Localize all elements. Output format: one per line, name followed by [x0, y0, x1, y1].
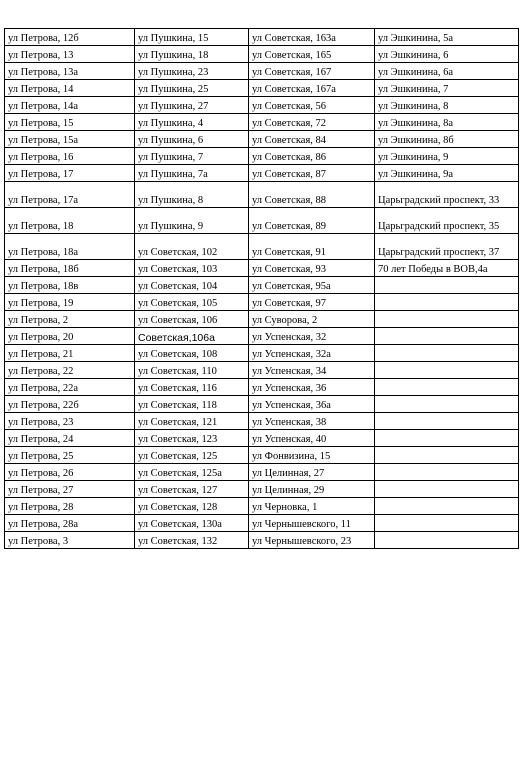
table-cell: ул Петрова, 28 — [5, 498, 135, 515]
table-cell: ул Петрова, 12б — [5, 29, 135, 46]
table-cell: ул Советская, 118 — [135, 396, 249, 413]
table-cell: ул Пушкина, 6 — [135, 131, 249, 148]
table-cell: ул Советская, 167 — [249, 63, 375, 80]
table-cell: ул Эшкинина, 8 — [375, 97, 519, 114]
table-cell: ул Советская, 123 — [135, 430, 249, 447]
table-cell: ул Петрова, 22а — [5, 379, 135, 396]
table-cell: ул Успенская, 36 — [249, 379, 375, 396]
table-cell: ул Советская, 130а — [135, 515, 249, 532]
table-cell: ул Эшкинина, 6 — [375, 46, 519, 63]
table-cell: ул Советская, 128 — [135, 498, 249, 515]
table-cell: ул Петрова, 2 — [5, 311, 135, 328]
table-row — [5, 114, 519, 131]
table-cell: ул Советская, 163а — [249, 29, 375, 46]
address-table-body — [5, 29, 519, 549]
table-cell: ул Пушкина, 7а — [135, 165, 249, 182]
table-cell: ул Советская, 95а — [249, 277, 375, 294]
table-row — [5, 481, 519, 498]
table-cell: ул Петрова, 14а — [5, 97, 135, 114]
table-cell: ул Пушкина, 4 — [135, 114, 249, 131]
table-row — [5, 260, 519, 277]
table-cell: ул Советская, 127 — [135, 481, 249, 498]
table-cell: ул Эшкинина, 9 — [375, 148, 519, 165]
table-cell: ул Советская, 132 — [135, 532, 249, 549]
table-cell: ул Советская, 104 — [135, 277, 249, 294]
table-cell: ул Эшкинина, 7 — [375, 80, 519, 97]
table-cell: ул Советская, 87 — [249, 165, 375, 182]
table-cell — [375, 532, 519, 549]
table-cell: ул Чернышевского, 11 — [249, 515, 375, 532]
table-cell: ул Успенская, 32 — [249, 328, 375, 345]
table-row — [5, 379, 519, 396]
table-cell: ул Советская, 116 — [135, 379, 249, 396]
table-cell — [375, 464, 519, 481]
table-cell: Царьградский проспект, 35 — [375, 208, 519, 234]
table-cell: ул Петрова, 18б — [5, 260, 135, 277]
address-table — [4, 28, 519, 549]
table-row — [5, 97, 519, 114]
table-cell — [375, 481, 519, 498]
table-cell — [375, 396, 519, 413]
table-cell: ул Петрова, 25 — [5, 447, 135, 464]
table-cell — [375, 515, 519, 532]
table-cell: ул Петрова, 23 — [5, 413, 135, 430]
table-cell: ул Советская, 125а — [135, 464, 249, 481]
table-cell: ул Петрова, 13 — [5, 46, 135, 63]
table-row — [5, 182, 519, 208]
table-cell: ул Петрова, 22 — [5, 362, 135, 379]
table-row — [5, 345, 519, 362]
table-row — [5, 498, 519, 515]
table-cell: ул Петрова, 28а — [5, 515, 135, 532]
table-cell — [375, 362, 519, 379]
table-cell: ул Пушкина, 25 — [135, 80, 249, 97]
table-cell: ул Советская, 108 — [135, 345, 249, 362]
table-row — [5, 29, 519, 46]
table-row — [5, 413, 519, 430]
table-row — [5, 294, 519, 311]
table-cell: ул Пушкина, 18 — [135, 46, 249, 63]
table-cell: ул Петрова, 17а — [5, 182, 135, 208]
table-cell: ул Петрова, 26 — [5, 464, 135, 481]
table-row — [5, 328, 519, 345]
table-cell: ул Эшкинина, 6а — [375, 63, 519, 80]
table-row — [5, 234, 519, 260]
table-cell: ул Успенская, 40 — [249, 430, 375, 447]
table-cell: ул Пушкина, 8 — [135, 182, 249, 208]
table-cell: ул Петрова, 18в — [5, 277, 135, 294]
table-cell — [375, 447, 519, 464]
table-cell: ул Чернышевского, 23 — [249, 532, 375, 549]
table-cell: ул Советская, 165 — [249, 46, 375, 63]
table-cell: ул Советская, 93 — [249, 260, 375, 277]
table-cell: ул Пушкина, 7 — [135, 148, 249, 165]
table-row — [5, 277, 519, 294]
table-cell: ул Советская, 84 — [249, 131, 375, 148]
table-cell: ул Суворова, 2 — [249, 311, 375, 328]
table-cell — [375, 413, 519, 430]
table-cell: ул Советская, 91 — [249, 234, 375, 260]
table-cell: ул Петрова, 20 — [5, 328, 135, 345]
table-cell: ул Советская, 125 — [135, 447, 249, 464]
table-cell: ул Петрова, 15 — [5, 114, 135, 131]
table-cell: ул Советская, 121 — [135, 413, 249, 430]
table-cell — [375, 311, 519, 328]
table-row — [5, 46, 519, 63]
table-row — [5, 362, 519, 379]
table-row — [5, 311, 519, 328]
table-row — [5, 515, 519, 532]
table-cell: ул Успенская, 34 — [249, 362, 375, 379]
table-cell: ул Пушкина, 9 — [135, 208, 249, 234]
table-cell: ул Эшкинина, 8б — [375, 131, 519, 148]
table-cell — [375, 379, 519, 396]
table-row — [5, 532, 519, 549]
table-cell: ул Петрова, 27 — [5, 481, 135, 498]
table-row — [5, 63, 519, 80]
table-cell: ул Советская, 88 — [249, 182, 375, 208]
table-row — [5, 165, 519, 182]
table-cell: ул Советская, 56 — [249, 97, 375, 114]
table-cell: ул Советская, 105 — [135, 294, 249, 311]
table-row — [5, 148, 519, 165]
table-cell: Царьградский проспект, 37 — [375, 234, 519, 260]
table-cell: ул Эшкинина, 8а — [375, 114, 519, 131]
table-cell: ул Черновка, 1 — [249, 498, 375, 515]
table-cell: Царьградский проспект, 33 — [375, 182, 519, 208]
table-cell: ул Петрова, 14 — [5, 80, 135, 97]
table-cell: ул Петрова, 3 — [5, 532, 135, 549]
table-cell: ул Эшкинина, 9а — [375, 165, 519, 182]
table-cell: 70 лет Победы в ВОВ,4а — [375, 260, 519, 277]
table-cell — [375, 294, 519, 311]
table-cell: ул Петрова, 18а — [5, 234, 135, 260]
table-cell — [375, 328, 519, 345]
table-row — [5, 80, 519, 97]
table-cell: ул Советская, 103 — [135, 260, 249, 277]
table-cell: ул Пушкина, 15 — [135, 29, 249, 46]
table-row — [5, 430, 519, 447]
table-cell: ул Петрова, 13а — [5, 63, 135, 80]
table-cell: ул Пушкина, 23 — [135, 63, 249, 80]
table-cell: ул Целинная, 27 — [249, 464, 375, 481]
table-cell: Советская,106а — [135, 328, 249, 345]
table-cell: ул Фонвизина, 15 — [249, 447, 375, 464]
table-cell: ул Советская, 72 — [249, 114, 375, 131]
table-cell: ул Советская, 106 — [135, 311, 249, 328]
table-row — [5, 464, 519, 481]
table-cell — [375, 277, 519, 294]
table-cell: ул Успенская, 36а — [249, 396, 375, 413]
table-cell: ул Петрова, 24 — [5, 430, 135, 447]
table-cell: ул Советская, 167а — [249, 80, 375, 97]
table-cell: ул Успенская, 38 — [249, 413, 375, 430]
table-cell: ул Советская, 97 — [249, 294, 375, 311]
table-row — [5, 208, 519, 234]
table-cell: ул Советская, 86 — [249, 148, 375, 165]
table-cell: ул Эшкинина, 5а — [375, 29, 519, 46]
table-cell — [375, 498, 519, 515]
table-row — [5, 396, 519, 413]
table-cell: ул Петрова, 18 — [5, 208, 135, 234]
table-cell: ул Петрова, 15а — [5, 131, 135, 148]
table-cell: ул Петрова, 19 — [5, 294, 135, 311]
table-row — [5, 447, 519, 464]
table-cell: ул Петрова, 22б — [5, 396, 135, 413]
table-cell — [375, 430, 519, 447]
table-cell: ул Советская, 110 — [135, 362, 249, 379]
table-cell: ул Пушкина, 27 — [135, 97, 249, 114]
table-row — [5, 131, 519, 148]
table-cell: ул Советская, 89 — [249, 208, 375, 234]
table-cell: ул Петрова, 16 — [5, 148, 135, 165]
table-cell: ул Петрова, 17 — [5, 165, 135, 182]
table-cell: ул Целинная, 29 — [249, 481, 375, 498]
table-cell: ул Успенская, 32а — [249, 345, 375, 362]
table-cell: ул Советская, 102 — [135, 234, 249, 260]
table-cell: ул Петрова, 21 — [5, 345, 135, 362]
table-cell — [375, 345, 519, 362]
